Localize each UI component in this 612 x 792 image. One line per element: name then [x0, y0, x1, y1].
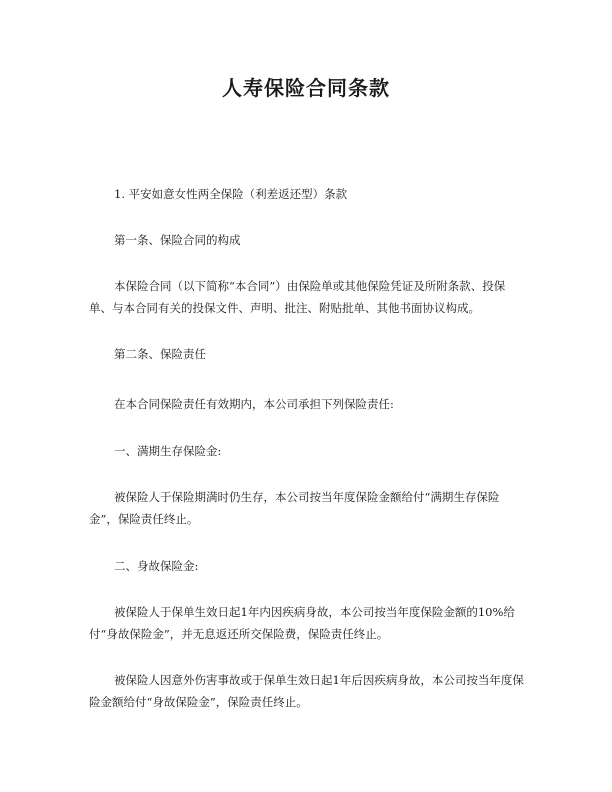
document-title: 人寿保险合同条款	[222, 76, 390, 100]
paragraph: 被保险人于保单生效日起1年内因疾病身故，本公司按当年度保险金额的10%给付“身故保险金”，并无息返还所交保险费，保险责任终止。	[89, 605, 515, 641]
paragraph: 被保险人因意外伤害事故或于保单生效日起1年后因疾病身故，本公司按当年度保险金额给付“身故保险金”，保险责任终止。	[89, 673, 524, 709]
article-heading: 第二条、保险责任	[114, 347, 206, 361]
paragraph: 在本合同保险责任有效期内，本公司承担下列保险责任:	[114, 397, 394, 411]
clause-heading: 1. 平安如意女性两全保险（利差返还型）条款	[114, 187, 348, 201]
paragraph: 本保险合同（以下简称“本合同”）由保险单或其他保险凭证及所附条款、投保单、与本合同有关的投保文件、声明、批注、附贴批单、其他书面协议构成。	[89, 279, 506, 315]
article-heading: 第一条、保险合同的构成	[114, 233, 241, 247]
section-heading: 二、身故保险金:	[114, 559, 199, 573]
section-heading: 一、满期生存保险金:	[114, 444, 222, 458]
paragraph: 被保险人于保险期满时仍生存，本公司按当年度保险金额给付“满期生存保险金”，保险责任终止。	[89, 490, 500, 526]
